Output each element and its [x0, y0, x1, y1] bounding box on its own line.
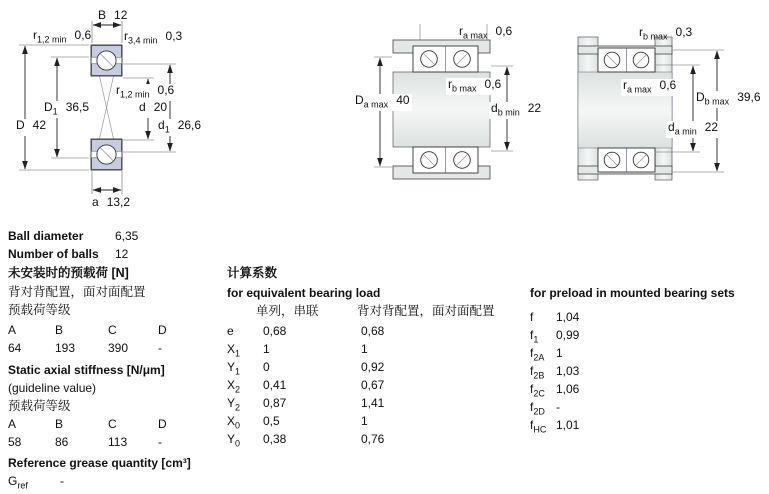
factor-symbol: $f_{2D}$ [530, 400, 545, 417]
dim-label-rb-max-right: $r_{b max}$ 0,3 [639, 25, 693, 42]
factor-value-single: 0,41 [263, 378, 287, 392]
dim-label-r12-inner: $r_{1,2 min}$ 0,6 [116, 83, 175, 100]
grease-symbol: $G_{ref}$ [8, 474, 28, 491]
factor-value-paired: 1 [361, 414, 368, 428]
factor-value-paired: 0,76 [361, 432, 385, 446]
preload-unmounted-title: 未安装时的预载荷 [N] [8, 266, 129, 280]
dim-label-d1: $d_1$ 26,6 [158, 118, 202, 135]
factor-value-single: 0,87 [263, 396, 287, 410]
factor-value-paired: 0,92 [361, 360, 385, 374]
factor-value-single: 0,5 [263, 414, 280, 428]
factor-symbol: $Y_0$ [227, 432, 241, 449]
dim-label-db-min: $d_{b min}$ 22 [491, 101, 542, 118]
factor-value-paired: 0,68 [361, 324, 385, 338]
ball-bottom [97, 145, 116, 164]
dim-label-r34: $r_{3,4 min}$ 0,3 [124, 29, 183, 46]
factor-symbol: $f_{2A}$ [530, 346, 545, 363]
factor-symbol: $Y_2$ [227, 396, 241, 413]
grease-title: Reference grease quantity [cm³] [8, 456, 191, 470]
dim-label-ra-max-mid: $r_{a max}$ 0,6 [459, 24, 513, 41]
calc-factors-subtitle: for equivalent bearing load [227, 286, 381, 300]
factor-value-paired: 0,67 [361, 378, 385, 392]
factor-value: 0,99 [556, 328, 580, 342]
ball-diameter-label: Ball diameter [8, 229, 84, 243]
preload-unmounted-line3: 预载荷等级 [8, 303, 71, 317]
factor-symbol: $f_{HC}$ [530, 418, 547, 435]
factor-value: 1,04 [556, 310, 580, 324]
dim-label-Db-max: $D_{b max}$ 39,6 [696, 90, 761, 107]
factor-symbol: e [227, 324, 234, 338]
factor-value-single: 1 [263, 342, 270, 356]
factor-value-single: 0,68 [263, 324, 287, 338]
col-header: A [8, 417, 17, 431]
dim-label-a: a 13,2 [92, 195, 131, 209]
stiffness-title: Static axial stiffness [N/μm] [8, 363, 165, 377]
number-of-balls-value: 12 [115, 247, 129, 261]
right-mounting-drawing [578, 37, 724, 180]
factor-value: - [556, 400, 560, 414]
factor-symbol: f [530, 310, 534, 324]
dim-label-d: d 20 [137, 101, 169, 118]
cell-value: 64 [8, 341, 22, 355]
preload-factors-title: for preload in mounted bearing sets [530, 286, 735, 300]
factor-value: 1 [556, 346, 563, 360]
dim-label-D: D 42 [14, 119, 48, 136]
factor-value-single: 0,38 [263, 432, 287, 446]
cell-value: 113 [108, 435, 128, 449]
dim-label-ra-max-right: $r_{a max}$ 0,6 [623, 78, 677, 95]
factor-symbol: $f_1$ [530, 328, 539, 345]
factor-symbol: $X_2$ [227, 378, 241, 395]
factor-symbol: $f_{2B}$ [530, 364, 545, 381]
cell-value: 86 [55, 435, 69, 449]
calc-factors-title: 计算系数 [227, 266, 278, 280]
ball-top [97, 51, 116, 70]
cell-value: 193 [55, 341, 76, 355]
number-of-balls-label: Number of balls [8, 247, 99, 261]
dim-label-B: B 12 [98, 8, 128, 22]
col-header: C [108, 323, 117, 337]
calc-factors-col1-header: 单列，串联 [256, 304, 319, 318]
stiffness-line3: 预载荷等级 [8, 399, 71, 413]
factor-value: 1,03 [556, 364, 580, 378]
cell-value: 58 [8, 435, 22, 449]
factor-symbol: $X_1$ [227, 342, 241, 359]
dim-label-r12-top: $r_{1,2 min}$ 0,6 [33, 28, 92, 45]
col-header: B [55, 323, 64, 337]
col-header: A [8, 323, 17, 337]
preload-unmounted-line2: 背对背配置，面对面配置 [8, 285, 146, 299]
stiffness-line2: (guideline value) [8, 381, 97, 395]
cell-value: 390 [108, 341, 129, 355]
factor-value: 1,01 [556, 418, 580, 432]
cell-value: - [158, 435, 162, 449]
col-header: B [55, 417, 64, 431]
factor-symbol: $Y_1$ [227, 360, 241, 377]
dim-label-da-min: $d_{a min}$ 22 [668, 120, 719, 137]
factor-value-paired: 1,41 [361, 396, 385, 410]
factor-value-single: 0 [263, 360, 270, 374]
calc-factors-col2-header: 背对背配置，面对面配置 [357, 304, 495, 318]
dim-label-rb-max-mid: $r_{b max}$ 0,6 [448, 77, 502, 94]
col-header: C [108, 417, 117, 431]
col-header: D [158, 417, 167, 431]
dim-label-Da-max: $D_{a max}$ 40 [355, 93, 410, 110]
col-header: D [158, 323, 167, 337]
cell-value: - [158, 341, 162, 355]
factor-symbol: $f_{2C}$ [530, 382, 545, 399]
factor-value: 1,06 [556, 382, 580, 396]
grease-value: - [60, 474, 64, 488]
ball-diameter-value: 6,35 [115, 229, 139, 243]
factor-value-paired: 1 [361, 342, 368, 356]
dim-label-D1: $D_1$ 36,5 [44, 100, 90, 117]
factor-symbol: $X_0$ [227, 414, 241, 431]
